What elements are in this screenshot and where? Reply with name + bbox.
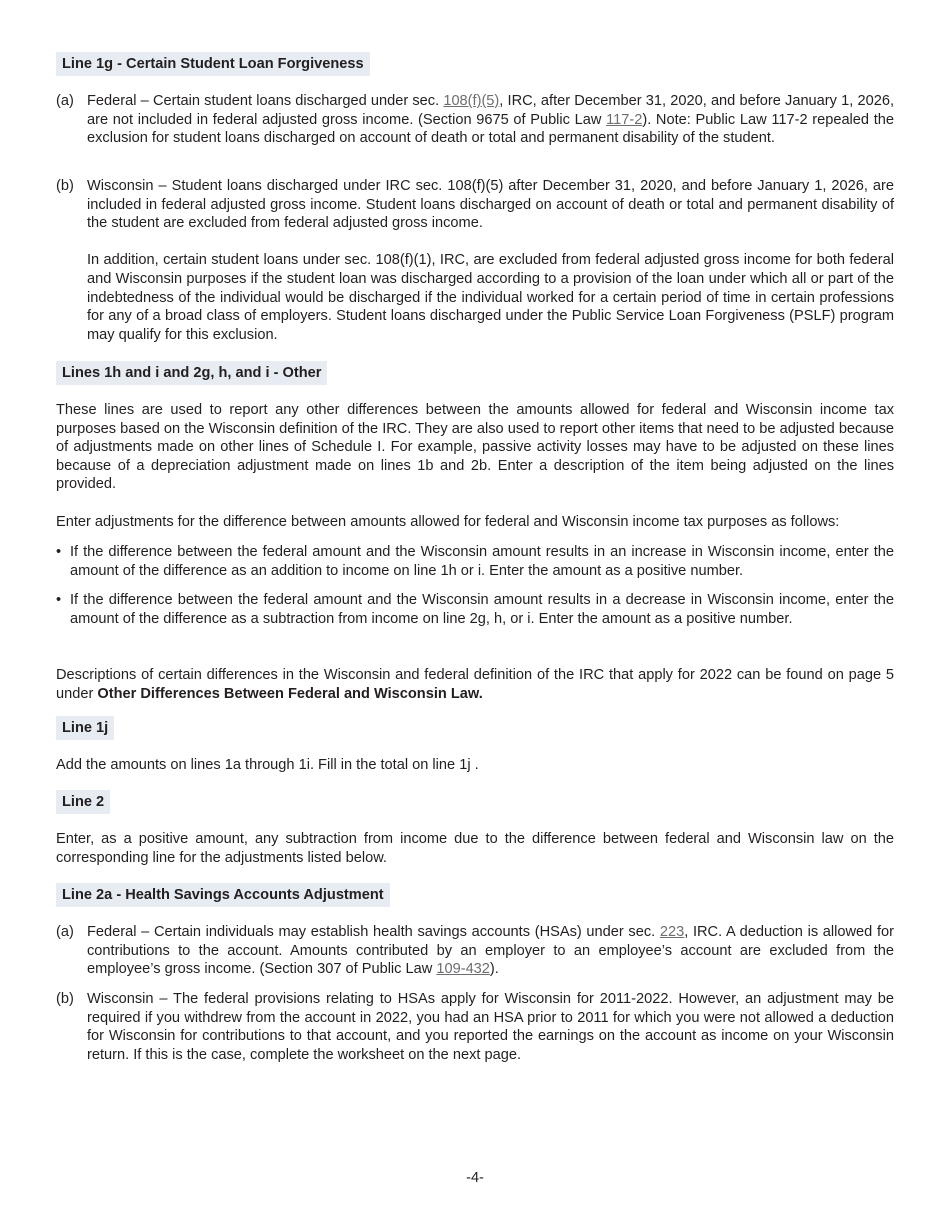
link-108f5[interactable]: 108(f)(5) xyxy=(443,93,500,109)
bullet-text: If the difference between the federal amount and the Wisconsin amount results in a decrease in Wisconsin income, enter the amount of the difference as a subtraction from income on line 2g, h, or i. Enter the amount as a positive number. xyxy=(70,592,894,627)
line-2a-item-a xyxy=(56,923,894,979)
paragraph-bold-text: Other Differences Between Federal and Wisconsin Law. xyxy=(97,685,483,702)
heading-line-1g: Line 1g - Certain Student Loan Forgiveness xyxy=(56,52,370,76)
bullet-decrease xyxy=(56,591,894,628)
heading-line-1j: Line 1j xyxy=(56,716,114,740)
item-body xyxy=(87,923,894,979)
item-label: (b) xyxy=(56,178,74,194)
paragraph-adjustments-intro: Enter adjustments for the difference between amounts allowed for federal and Wisconsin income tax purposes as follows: xyxy=(56,514,840,530)
paragraph-other-differences: These lines are used to report any other differences between the amounts allowed for federal and Wisconsin income tax purposes based on the Wisconsin definition of the IRC. They are also used to report other items that need to be adjusted because of adjustments made on other lines of Schedule I. For example, passive activity losses may have to be adjusted on these lines because of a depreciation adjustment made on lines 1b and 2b. Enter a description of the item being adjusted on the lines provided. xyxy=(56,402,894,493)
item-text: Federal – Certain individuals may establish health savings accounts (HSAs) under sec. xyxy=(87,924,660,940)
bullet-marker: • xyxy=(56,544,62,560)
item-label: (a) xyxy=(56,93,74,109)
line-1g-item-a xyxy=(56,92,894,148)
item-body-continued: In addition, certain student loans under sec. 108(f)(1), IRC, are excluded from federal adjusted gross income for both federal and Wisconsin purposes if the student loan was discharged according to a provision of the loan under which all or part of the indebtedness of the individual would be discharged if the individual worked for a certain period of time in certain professions for any of a broad class of employers. Student loans discharged under the Public Service Loan Forgiveness (PSLF) program may qualify for this exclusion. xyxy=(87,252,894,343)
heading-line-2: Line 2 xyxy=(56,790,110,814)
paragraph-line-2: Enter, as a positive amount, any subtraction from income due to the difference between federal and Wisconsin law on the corresponding line for the adjustments listed below. xyxy=(56,831,894,866)
link-109-432[interactable]: 109-432 xyxy=(436,961,490,978)
item-text: ). xyxy=(489,961,499,978)
item-text: Federal – Certain student loans discharged under sec. xyxy=(87,93,444,109)
bullet-text: If the difference between the federal amount and the Wisconsin amount results in an increase in Wisconsin income, enter the amount of the difference as an addition to income on line 1h or i. Enter the amount as a positive number. xyxy=(70,544,894,579)
heading-line-2a: Line 2a - Health Savings Accounts Adjustment xyxy=(56,883,390,907)
bullet-marker: • xyxy=(56,592,62,608)
item-body: Wisconsin – The federal provisions relating to HSAs apply for Wisconsin for 2011-2022. However, an adjustment may be required if you withdrew from the account in 2022, you had an HSA prior to 2011 for which you were not allowed a deduction for Wisconsin for contributions to that account, and you reported the earnings on the account as income on your Wisconsin return. If this is the case, complete the worksheet on the next page. xyxy=(87,991,894,1063)
link-223[interactable]: 223 xyxy=(659,924,685,940)
bullet-increase xyxy=(56,543,894,580)
paragraph-irc-differences xyxy=(56,666,894,703)
item-label: (b) xyxy=(56,991,74,1007)
link-117-2[interactable]: 117-2 xyxy=(606,111,643,128)
paragraph-line-1j: Add the amounts on lines 1a through 1i. Fill in the total on line 1j . xyxy=(56,757,479,773)
item-text: , IRC. A deduction is allowed for contributions to the account. Amounts contributed by an employer to an employee’s account are excluded from the employee’s gross income. (Section 307 of Public Law xyxy=(87,924,894,978)
line-2a-item-b xyxy=(56,990,894,1064)
item-label: (a) xyxy=(56,924,74,940)
heading-lines-1h-2g: Lines 1h and i and 2g, h, and i - Other xyxy=(56,361,327,385)
item-body: Wisconsin – Student loans discharged under IRC sec. 108(f)(5) after December 31, 2020, and before January 1, 2026, are included in federal adjusted gross income. Student loans discharged on account of death or total and permanent disability of the student are excluded from federal adjusted gross income. xyxy=(87,178,894,232)
item-text: , IRC, after December 31, 2020, and before January 1, 2026, are not included in federal adjusted gross income. (Section 9675 of Public Law xyxy=(87,93,894,128)
item-body xyxy=(87,92,894,148)
page-number: -4- xyxy=(466,1170,484,1186)
item-text: ). Note: Public Law 117-2 repealed the exclusion for student loans discharged on account of death or total and permanent disability of the student. xyxy=(87,111,894,147)
line-1g-item-b xyxy=(56,177,894,344)
paragraph-text: Descriptions of certain differences in the Wisconsin and federal definition of the IRC that apply for 2022 can be found on page 5 under xyxy=(56,667,894,702)
